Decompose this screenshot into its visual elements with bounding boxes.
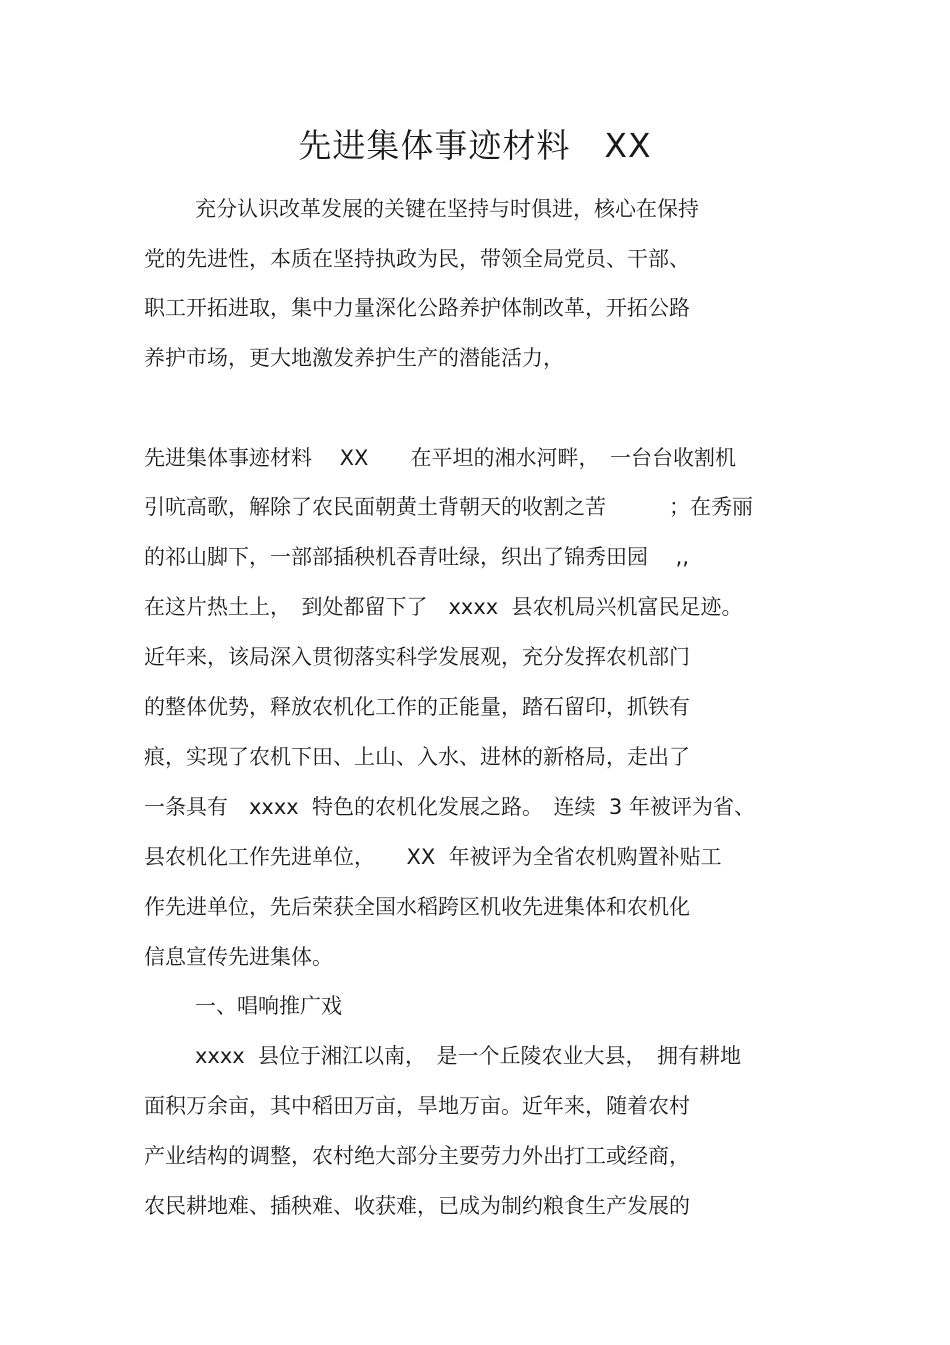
paragraph-line: 信息宣传先进集体。: [144, 945, 333, 969]
paragraph-line: 面积万余亩，其中稻田万亩，旱地万亩。近年来，随着农村: [144, 1094, 690, 1118]
paragraph-line: 充分认识改革发展的关键在坚持与时俱进，核心在保持: [195, 197, 699, 221]
paragraph-line: 党的先进性，本质在坚持执政为民，带领全局党员、干部、: [144, 247, 690, 271]
paragraph-line: 的整体优势，释放农机化工作的正能量，踏石留印，抓铁有: [144, 695, 690, 719]
paragraph-line: 产业结构的调整，农村绝大部分主要劳力外出打工或经商，: [144, 1144, 690, 1168]
paragraph-line: 县农机化工作先进单位， XX 年被评为全省农机购置补贴工: [144, 845, 722, 869]
paragraph-line: 作先进单位，先后荣获全国水稻跨区机收先进集体和农机化: [144, 895, 690, 919]
paragraph-line: xxxx 县位于湘江以南， 是一个丘陵农业大县， 拥有耕地: [195, 1044, 742, 1068]
paragraph-line: 引吭高歌，解除了农民面朝黄土背朝天的收割之苦 ；在秀丽: [144, 495, 753, 519]
paragraph-line: 先进集体事迹材料 XX 在平坦的湘水河畔， 一台台收割机: [144, 446, 736, 470]
paragraph-line: 养护市场，更大地激发养护生产的潜能活力，: [144, 346, 564, 370]
section-heading: 一、唱响推广戏: [195, 994, 342, 1018]
paragraph-line: 在这片热土上， 到处都留下了 xxxx 县农机局兴机富民足迹。: [144, 595, 743, 619]
document-title: 先进集体事迹材料 XX: [298, 126, 652, 165]
paragraph-line: 一条具有 xxxx 特色的农机化发展之路。 连续 3 年被评为省、: [144, 795, 755, 819]
paragraph-line: 的祁山脚下，一部部插秧机吞青吐绿，织出了锦秀田园 ,,: [144, 545, 690, 569]
paragraph-line: 职工开拓进取，集中力量深化公路养护体制改革，开拓公路: [144, 296, 690, 320]
paragraph-line: 近年来，该局深入贯彻落实科学发展观，充分发挥农机部门: [144, 645, 690, 669]
paragraph-line: 农民耕地难、插秧难、收获难，已成为制约粮食生产发展的: [144, 1194, 690, 1218]
paragraph-line: 痕，实现了农机下田、上山、入水、进林的新格局，走出了: [144, 745, 690, 769]
